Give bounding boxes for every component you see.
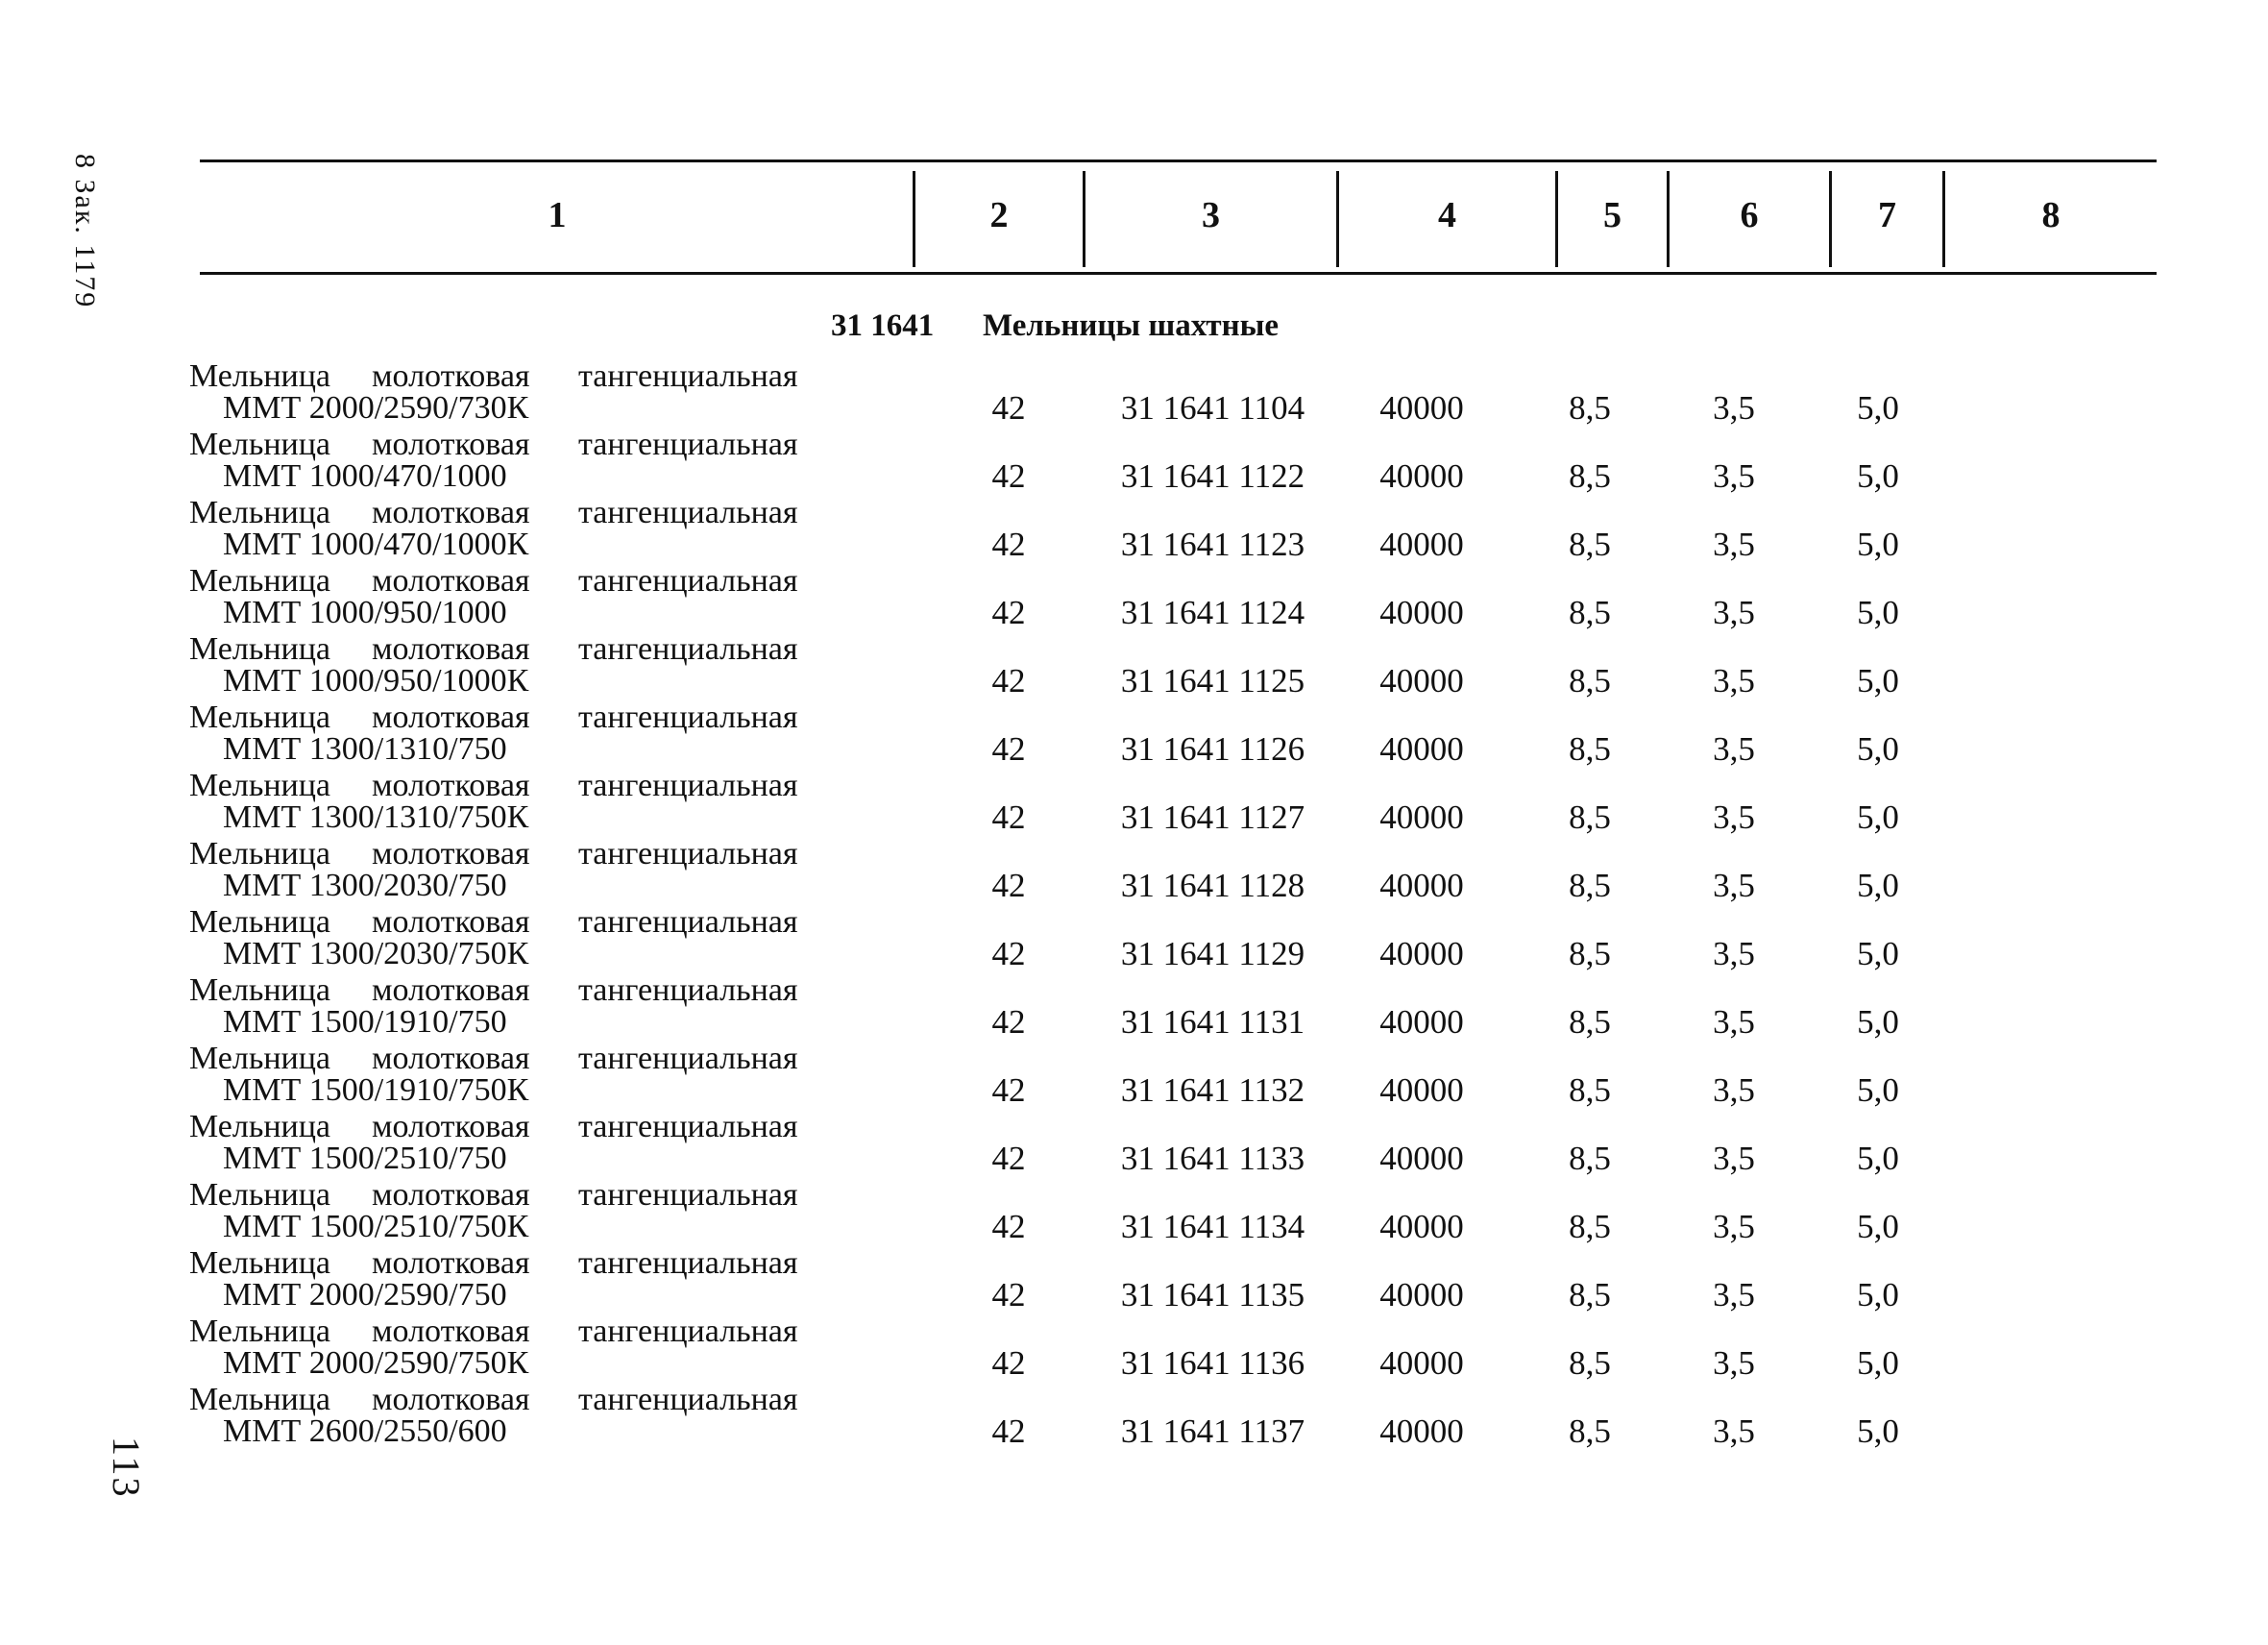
column-header: 6	[1740, 195, 1759, 235]
cell-col-6: 3,5	[1713, 526, 1755, 563]
cell-col-6: 3,5	[1713, 935, 1755, 972]
cell-col-2: 42	[991, 798, 1026, 836]
cell-col-7: 5,0	[1857, 1140, 1899, 1177]
page-number: 113	[105, 1436, 148, 1499]
cell-col-5: 8,5	[1569, 1003, 1611, 1041]
cell-col-3: 31 1641 1124	[1120, 594, 1305, 631]
cell-col-3: 31 1641 1131	[1120, 1003, 1305, 1041]
table-row	[0, 1041, 2268, 1114]
cell-col-6: 3,5	[1713, 389, 1755, 427]
item-name-word: тангенциальная	[578, 358, 798, 394]
item-name-word: молотковая	[372, 904, 530, 940]
cell-col-2: 42	[991, 526, 1026, 563]
item-name-word: молотковая	[372, 700, 530, 735]
cell-col-5: 8,5	[1569, 867, 1611, 904]
cell-col-2: 42	[991, 662, 1026, 700]
cell-col-2: 42	[991, 1003, 1026, 1041]
cell-col-6: 3,5	[1713, 1003, 1755, 1041]
table-row	[0, 768, 2268, 841]
cell-col-7: 5,0	[1857, 389, 1899, 427]
cell-col-3: 31 1641 1123	[1120, 526, 1305, 563]
item-name-word: тангенциальная	[578, 631, 798, 667]
item-name-line2: ММТ 1500/2510/750К	[223, 1209, 529, 1244]
cell-col-4: 40000	[1379, 457, 1464, 495]
item-name-line2: ММТ 1000/470/1000	[223, 458, 507, 494]
cell-col-3: 31 1641 1128	[1120, 867, 1305, 904]
cell-col-5: 8,5	[1569, 798, 1611, 836]
item-name-line2: ММТ 2000/2590/730К	[223, 390, 529, 426]
cell-col-7: 5,0	[1857, 1412, 1899, 1450]
cell-col-5: 8,5	[1569, 730, 1611, 768]
item-name-line2: ММТ 1500/2510/750	[223, 1141, 507, 1176]
item-name-word: тангенциальная	[578, 1382, 798, 1417]
item-name-line2: ММТ 1000/950/1000К	[223, 663, 529, 699]
cell-col-4: 40000	[1379, 798, 1464, 836]
table-row	[0, 631, 2268, 704]
item-name-word: молотковая	[372, 1245, 530, 1281]
cell-col-2: 42	[991, 935, 1026, 972]
table-body	[0, 358, 2268, 1455]
item-name-word: Мельница	[189, 904, 331, 940]
cell-col-4: 40000	[1379, 1276, 1464, 1314]
cell-col-7: 5,0	[1857, 798, 1899, 836]
table-row	[0, 972, 2268, 1045]
cell-col-4: 40000	[1379, 662, 1464, 700]
table-row	[0, 563, 2268, 636]
column-header: 3	[1202, 195, 1220, 235]
table-row	[0, 1382, 2268, 1455]
table-row	[0, 358, 2268, 431]
table-row	[0, 1177, 2268, 1250]
cell-col-5: 8,5	[1569, 1071, 1611, 1109]
cell-col-7: 5,0	[1857, 1208, 1899, 1245]
cell-col-2: 42	[991, 1344, 1026, 1382]
cell-col-2: 42	[991, 730, 1026, 768]
table-row	[0, 1314, 2268, 1387]
item-name-word: молотковая	[372, 768, 530, 803]
cell-col-5: 8,5	[1569, 935, 1611, 972]
item-name-word: молотковая	[372, 358, 530, 394]
cell-col-2: 42	[991, 1276, 1026, 1314]
item-name-line2: ММТ 1300/1310/750К	[223, 799, 529, 835]
item-name-word: Мельница	[189, 700, 331, 735]
cell-col-3: 31 1641 1122	[1120, 457, 1305, 495]
item-name-word: тангенциальная	[578, 427, 798, 462]
cell-col-4: 40000	[1379, 526, 1464, 563]
item-name-word: Мельница	[189, 1109, 331, 1144]
item-name-word: молотковая	[372, 972, 530, 1008]
item-name-word: тангенциальная	[578, 904, 798, 940]
cell-col-4: 40000	[1379, 594, 1464, 631]
cell-col-3: 31 1641 1104	[1120, 389, 1305, 427]
cell-col-6: 3,5	[1713, 1071, 1755, 1109]
cell-col-6: 3,5	[1713, 457, 1755, 495]
cell-col-5: 8,5	[1569, 1276, 1611, 1314]
cell-col-6: 3,5	[1713, 1208, 1755, 1245]
cell-col-4: 40000	[1379, 730, 1464, 768]
column-header: 8	[2041, 195, 2061, 235]
column-header: 4	[1438, 195, 1456, 235]
item-name-word: тангенциальная	[578, 768, 798, 803]
cell-col-5: 8,5	[1569, 389, 1611, 427]
table-row	[0, 495, 2268, 568]
cell-col-5: 8,5	[1569, 594, 1611, 631]
table-header-bottom-rule	[200, 272, 2157, 275]
item-name-word: молотковая	[372, 1314, 530, 1349]
cell-col-4: 40000	[1379, 867, 1464, 904]
table-row	[0, 836, 2268, 909]
cell-col-4: 40000	[1379, 935, 1464, 972]
item-name-line2: ММТ 2600/2550/600	[223, 1413, 507, 1449]
cell-col-7: 5,0	[1857, 867, 1899, 904]
cell-col-6: 3,5	[1713, 594, 1755, 631]
item-name-word: тангенциальная	[578, 1109, 798, 1144]
item-name-word: Мельница	[189, 1245, 331, 1281]
cell-col-6: 3,5	[1713, 1412, 1755, 1450]
cell-col-5: 8,5	[1569, 1412, 1611, 1450]
cell-col-4: 40000	[1379, 1140, 1464, 1177]
item-name-word: тангенциальная	[578, 700, 798, 735]
item-name-word: молотковая	[372, 495, 530, 530]
cell-col-2: 42	[991, 457, 1026, 495]
cell-col-3: 31 1641 1125	[1120, 662, 1305, 700]
cell-col-3: 31 1641 1134	[1120, 1208, 1305, 1245]
column-header: 5	[1603, 195, 1622, 235]
item-name-word: молотковая	[372, 1177, 530, 1213]
cell-col-3: 31 1641 1135	[1120, 1276, 1305, 1314]
cell-col-2: 42	[991, 1140, 1026, 1177]
item-name-line2: ММТ 1300/2030/750	[223, 868, 507, 903]
table-row	[0, 1245, 2268, 1318]
cell-col-6: 3,5	[1713, 798, 1755, 836]
item-name-word: Мельница	[189, 836, 331, 872]
cell-col-4: 40000	[1379, 1344, 1464, 1382]
item-name-word: молотковая	[372, 836, 530, 872]
cell-col-6: 3,5	[1713, 1276, 1755, 1314]
table-row	[0, 904, 2268, 977]
cell-col-2: 42	[991, 1071, 1026, 1109]
cell-col-6: 3,5	[1713, 867, 1755, 904]
table-top-rule	[200, 160, 2157, 162]
column-header: 1	[548, 195, 567, 235]
item-name-line2: ММТ 2000/2590/750К	[223, 1345, 529, 1381]
cell-col-5: 8,5	[1569, 1208, 1611, 1245]
cell-col-7: 5,0	[1857, 1276, 1899, 1314]
table-row	[0, 700, 2268, 773]
cell-col-2: 42	[991, 1208, 1026, 1245]
cell-col-2: 42	[991, 1412, 1026, 1450]
cell-col-5: 8,5	[1569, 457, 1611, 495]
item-name-line2: ММТ 2000/2590/750	[223, 1277, 507, 1313]
cell-col-7: 5,0	[1857, 526, 1899, 563]
item-name-word: тангенциальная	[578, 1245, 798, 1281]
cell-col-7: 5,0	[1857, 594, 1899, 631]
cell-col-7: 5,0	[1857, 935, 1899, 972]
cell-col-5: 8,5	[1569, 526, 1611, 563]
cell-col-4: 40000	[1379, 389, 1464, 427]
section-code: 31 1641	[831, 308, 935, 343]
item-name-word: Мельница	[189, 495, 331, 530]
cell-col-7: 5,0	[1857, 1344, 1899, 1382]
table-row	[0, 427, 2268, 500]
section-title: Мельницы шахтные	[983, 308, 1280, 343]
cell-col-4: 40000	[1379, 1003, 1464, 1041]
item-name-word: молотковая	[372, 563, 530, 599]
cell-col-3: 31 1641 1137	[1120, 1412, 1305, 1450]
cell-col-3: 31 1641 1136	[1120, 1344, 1305, 1382]
item-name-word: Мельница	[189, 631, 331, 667]
item-name-word: молотковая	[372, 1041, 530, 1076]
cell-col-5: 8,5	[1569, 1140, 1611, 1177]
item-name-line2: ММТ 1300/1310/750	[223, 731, 507, 767]
cell-col-7: 5,0	[1857, 662, 1899, 700]
section-heading	[0, 308, 2268, 353]
cell-col-6: 3,5	[1713, 1140, 1755, 1177]
column-header: 7	[1878, 195, 1896, 235]
cell-col-6: 3,5	[1713, 1344, 1755, 1382]
item-name-word: молотковая	[372, 427, 530, 462]
cell-col-3: 31 1641 1133	[1120, 1140, 1305, 1177]
item-name-line2: ММТ 1500/1910/750К	[223, 1072, 529, 1108]
item-name-word: тангенциальная	[578, 563, 798, 599]
item-name-word: молотковая	[372, 1382, 530, 1417]
table-row	[0, 1109, 2268, 1182]
item-name-word: молотковая	[372, 631, 530, 667]
item-name-line2: ММТ 1500/1910/750	[223, 1004, 507, 1040]
item-name-word: Мельница	[189, 1314, 331, 1349]
cell-col-5: 8,5	[1569, 1344, 1611, 1382]
cell-col-7: 5,0	[1857, 730, 1899, 768]
item-name-word: Мельница	[189, 972, 331, 1008]
item-name-line2: ММТ 1000/470/1000К	[223, 527, 529, 562]
cell-col-3: 31 1641 1126	[1120, 730, 1305, 768]
margin-note: 8 Зак. 1179	[69, 154, 101, 309]
item-name-word: тангенциальная	[578, 495, 798, 530]
item-name-word: Мельница	[189, 1382, 331, 1417]
cell-col-4: 40000	[1379, 1412, 1464, 1450]
item-name-word: молотковая	[372, 1109, 530, 1144]
cell-col-6: 3,5	[1713, 662, 1755, 700]
cell-col-4: 40000	[1379, 1071, 1464, 1109]
cell-col-7: 5,0	[1857, 457, 1899, 495]
item-name-word: Мельница	[189, 427, 331, 462]
item-name-word: тангенциальная	[578, 1177, 798, 1213]
item-name-word: Мельница	[189, 1177, 331, 1213]
item-name-word: Мельница	[189, 563, 331, 599]
cell-col-2: 42	[991, 594, 1026, 631]
item-name-line2: ММТ 1300/2030/750К	[223, 936, 529, 971]
item-name-word: Мельница	[189, 358, 331, 394]
cell-col-5: 8,5	[1569, 662, 1611, 700]
item-name-word: тангенциальная	[578, 1041, 798, 1076]
item-name-word: тангенциальная	[578, 1314, 798, 1349]
item-name-word: тангенциальная	[578, 836, 798, 872]
column-header: 2	[989, 195, 1009, 235]
cell-col-6: 3,5	[1713, 730, 1755, 768]
cell-col-2: 42	[991, 867, 1026, 904]
item-name-word: Мельница	[189, 768, 331, 803]
cell-col-3: 31 1641 1132	[1120, 1071, 1305, 1109]
cell-col-2: 42	[991, 389, 1026, 427]
cell-col-7: 5,0	[1857, 1003, 1899, 1041]
item-name-line2: ММТ 1000/950/1000	[223, 595, 507, 630]
cell-col-3: 31 1641 1127	[1120, 798, 1305, 836]
item-name-word: тангенциальная	[578, 972, 798, 1008]
cell-col-4: 40000	[1379, 1208, 1464, 1245]
cell-col-3: 31 1641 1129	[1120, 935, 1305, 972]
cell-col-7: 5,0	[1857, 1071, 1899, 1109]
item-name-word: Мельница	[189, 1041, 331, 1076]
